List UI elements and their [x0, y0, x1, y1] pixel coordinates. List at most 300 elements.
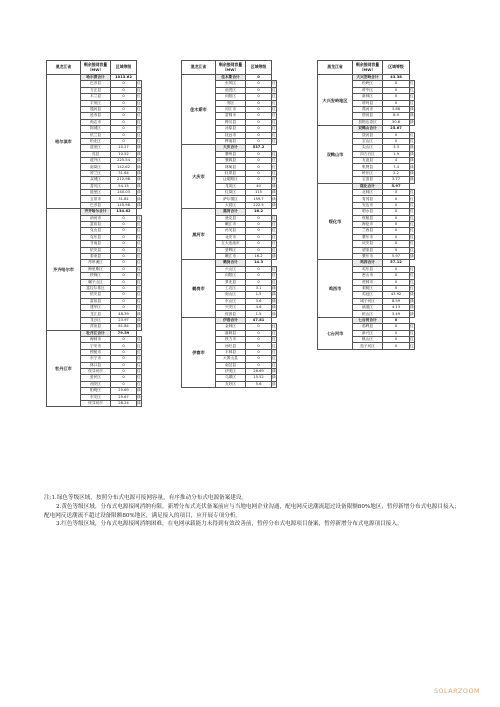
district-cell: 桦南县: [216, 138, 246, 144]
district-cell: 富裕县: [81, 221, 111, 227]
capacity-cell: 0: [383, 266, 410, 272]
city-name: 牡丹江市: [47, 330, 81, 407]
subtotal-label: 齐齐哈尔合计: [81, 209, 111, 215]
capacity-cell: 0: [246, 221, 272, 227]
capacity-cell: 31.81: [111, 196, 137, 202]
level-cell: 红: [410, 234, 414, 239]
level-cell: 绿: [410, 298, 414, 303]
capacity-cell: 0: [383, 337, 410, 343]
level-cell: 红: [137, 266, 141, 271]
capacity-cell: 0: [111, 221, 137, 227]
capacity-cell: 8.9: [383, 113, 410, 119]
district-cell: 绥芬河市: [81, 368, 111, 374]
district-cell: 木兰县: [81, 94, 111, 100]
level-cell: 绿: [410, 311, 414, 316]
level-cell: 绿: [410, 145, 414, 150]
level-cell: 红: [410, 222, 414, 227]
district-cell: 滴道区: [353, 305, 383, 311]
capacity-cell: 0: [383, 273, 410, 279]
capacity-cell: 0: [111, 266, 137, 272]
level-cell: 红: [137, 254, 141, 259]
capacity-cell: 3.49: [383, 311, 410, 317]
capacity-cell: 10.27: [111, 145, 137, 151]
capacity-cell: 0: [383, 247, 410, 253]
district-cell: 嫩江市: [216, 221, 246, 227]
capacity-cell: 212.98: [111, 177, 137, 183]
capacity-cell: 0: [383, 132, 410, 138]
capacity-cell: 4: [383, 158, 410, 164]
capacity-cell: 0: [246, 132, 272, 138]
level-cell: 绿: [272, 202, 276, 207]
district-cell: 工农区: [216, 285, 246, 291]
header-capacity: 剩余接网容量（MW）: [81, 61, 111, 75]
capacity-cell: 0: [111, 253, 137, 259]
level-cell: 红: [137, 94, 141, 99]
capacity-cell: 0: [246, 362, 272, 368]
district-cell: 海伦市: [353, 221, 383, 227]
capacity-cell: 1.9: [383, 151, 410, 157]
subtotal-value: 134.62: [111, 209, 137, 215]
level-cell: 红: [272, 241, 276, 246]
capacity-cell: 5.97: [383, 253, 410, 259]
level-cell: 红: [272, 343, 276, 348]
district-cell: 汤原县: [216, 126, 246, 132]
district-cell: 东安区: [81, 394, 111, 400]
district-cell: 呼玛县: [353, 100, 383, 106]
capacity-cell: 0: [111, 279, 137, 285]
district-cell: 桃山区: [353, 337, 383, 343]
level-cell: 红: [410, 273, 414, 278]
district-cell: 孙吴县: [216, 228, 246, 234]
capacity-cell: 28.24: [111, 400, 137, 406]
capacity-cell: 25.69: [111, 388, 137, 394]
capacity-cell: 40: [246, 183, 272, 189]
level-cell: 绿: [137, 324, 141, 329]
district-cell: 道里区: [81, 190, 111, 196]
level-cell: 红: [272, 266, 276, 271]
district-cell: 梨树区: [353, 285, 383, 291]
capacity-cell: 0: [111, 100, 137, 106]
subtotal-label: 鸡西合计: [353, 260, 383, 266]
level-cell: 绿: [410, 107, 414, 112]
district-cell: 依兰县: [81, 132, 111, 138]
district-cell: 建华区: [81, 305, 111, 311]
district-cell: 鸡东县: [353, 266, 383, 272]
district-cell: 加格达奇区: [353, 119, 383, 125]
level-cell: 红: [272, 279, 276, 284]
capacity-cell: 0: [246, 138, 272, 144]
district-cell: 甘南县: [81, 241, 111, 247]
district-cell: 庆安县: [353, 241, 383, 247]
district-cell: 宝清县: [353, 177, 383, 183]
level-cell: 红: [272, 139, 276, 143]
note-1: 注:1.绿色等级区域，按照分布式电源可接网容量，有序推动分布式电源备案建设。: [44, 495, 248, 501]
district-cell: 南山区: [216, 292, 246, 298]
level-cell: 红: [137, 107, 141, 112]
district-cell: 乌翠区: [216, 375, 246, 381]
level-cell: 绿: [272, 196, 276, 201]
capacity-cell: 48.39: [111, 311, 137, 317]
capacity-cell: 31.64: [111, 170, 137, 176]
district-cell: 南岔县: [216, 362, 246, 368]
note-2: 2.黄色等级区域，分布式电源接网消纳有限，新增分布式光伏备案前应与当地电网企业沟通，配电网反送潮流超过设备限额80%地区，暂停新增分布式电源目接入；配电网反送潮流不超过设备限额80%地区，满足接入的项目，应开展专项分析。: [44, 503, 460, 519]
subtotal-value: 16.2: [246, 209, 272, 215]
level-cell: 绿: [272, 292, 276, 297]
capacity-cell: 0: [111, 356, 137, 362]
district-cell: 五常市: [81, 196, 111, 202]
subtotal-label: 哈尔滨合计: [81, 75, 111, 81]
table-column-2: [181, 60, 277, 388]
level-cell: 绿: [410, 164, 414, 169]
capacity-cell: 0: [383, 234, 410, 240]
level-cell: 红: [272, 126, 276, 131]
level-cell: 绿: [137, 401, 141, 406]
district-cell: 四方台区: [353, 151, 383, 157]
level-cell: 红: [137, 343, 141, 348]
watermark-logo: SOLARZOOM: [433, 687, 480, 695]
level-cell: 红: [410, 202, 414, 207]
level-cell: 红: [410, 87, 414, 92]
level-cell: 红: [137, 113, 141, 118]
district-cell: 伊美区: [216, 368, 246, 374]
level-cell: 红: [410, 139, 414, 143]
level-cell: 红: [410, 285, 414, 290]
capacity-cell: 3.77: [383, 177, 410, 183]
level-cell: 绿: [410, 254, 414, 259]
capacity-cell: 0: [246, 247, 272, 253]
capacity-cell: 0: [383, 221, 410, 227]
capacity-cell: 8.59: [383, 298, 410, 304]
city-name: 鹤岗市: [182, 260, 216, 318]
capacity-cell: 0: [383, 343, 410, 349]
level-cell: 绿: [137, 190, 141, 195]
capacity-cell: 145.98: [111, 202, 137, 208]
level-cell: 红: [137, 81, 141, 86]
level-cell: 绿: [137, 177, 141, 182]
level-cell: 红: [137, 132, 141, 137]
capacity-cell: 0: [111, 106, 137, 112]
district-cell: 梅里斯区: [81, 266, 111, 272]
subtotal-row: [318, 75, 415, 81]
level-cell: 红: [137, 241, 141, 246]
district-cell: 郊区: [216, 100, 246, 106]
capacity-cell: 0: [111, 94, 137, 100]
district-cell: 萨尔图区: [216, 196, 246, 202]
level-cell: 红: [410, 81, 414, 86]
level-cell: 红: [137, 349, 141, 354]
district-cell: 汤旺县: [216, 343, 246, 349]
capacity-cell: 0: [111, 285, 137, 291]
capacity-cell: 0: [246, 164, 272, 170]
level-cell: 红: [410, 241, 414, 246]
level-cell: 绿: [272, 190, 276, 195]
level-cell: 红: [137, 356, 141, 361]
district-cell: 逊克县: [216, 215, 246, 221]
city-name: 哈尔滨市: [47, 75, 81, 209]
district-cell: 新林区: [353, 94, 383, 100]
capacity-cell: 0: [246, 241, 272, 247]
district-cell: 龙沙区: [81, 317, 111, 323]
district-cell: 尖山区: [353, 145, 383, 151]
district-cell: 让胡路区: [216, 177, 246, 183]
capacity-cell: 54.15: [111, 183, 137, 189]
district-cell: 大箐山县: [216, 356, 246, 362]
city-name: 佳木斯市: [182, 75, 216, 145]
level-cell: 红: [272, 170, 276, 175]
district-cell: 明水县: [353, 209, 383, 215]
level-cell: 绿: [410, 119, 414, 124]
capacity-cell: 0: [246, 273, 272, 279]
level-cell: 绿: [272, 369, 276, 374]
subtotal-value: 47.81: [246, 317, 272, 323]
capacity-cell: 0: [246, 177, 272, 183]
level-cell: 红: [137, 305, 141, 310]
district-cell: 道外区: [81, 158, 111, 164]
capacity-cell: 0: [246, 100, 272, 106]
level-cell: 红: [137, 369, 141, 374]
level-cell: 绿: [272, 285, 276, 290]
level-cell: 红: [272, 215, 276, 220]
footnotes: [44, 494, 464, 529]
capacity-cell: 0: [383, 190, 410, 196]
capacity-cell: 4.13: [383, 305, 410, 311]
level-cell: 红: [410, 215, 414, 220]
level-cell: 红: [137, 285, 141, 290]
city-name: 大庆市: [182, 145, 216, 209]
level-cell: 红: [410, 330, 414, 335]
subtotal-label: 佳木斯合计: [216, 75, 246, 81]
capacity-cell: 0: [246, 215, 272, 221]
district-cell: 巴彦县: [81, 81, 111, 87]
level-cell: 红: [137, 362, 141, 367]
city-name: 七台河市: [318, 317, 353, 349]
city-name: 大兴安岭地区: [318, 75, 353, 126]
level-cell: 红: [272, 330, 276, 335]
level-cell: 红: [137, 279, 141, 284]
district-cell: 海林市: [81, 337, 111, 343]
capacity-cell: 0: [246, 106, 272, 112]
capacity-cell: 0: [246, 234, 272, 240]
subtotal-value: 25.67: [383, 126, 410, 132]
district-cell: 龙江县: [81, 311, 111, 317]
district-cell: 依安县: [81, 292, 111, 298]
district-cell: 阿城区: [81, 126, 111, 132]
subtotal-row: [182, 260, 277, 266]
district-cell: 桦川县: [216, 119, 246, 125]
capacity-cell: 30.6: [383, 119, 410, 125]
level-cell: 红: [137, 215, 141, 220]
city-name: 齐齐哈尔市: [47, 209, 81, 330]
level-cell: 红: [272, 100, 276, 105]
capacity-cell: 0: [111, 132, 137, 138]
district-cell: 向阳区: [216, 273, 246, 279]
capacity-cell: 0: [246, 119, 272, 125]
capacity-cell: 0: [111, 292, 137, 298]
note-3: 3.红色等级区域，分布式电源接网消纳困难，在电网承载能力未得到有效改善前，暂停分布式电源项目备案，暂停新增分布式电源项目接入。: [56, 521, 403, 528]
capacity-cell: 0: [383, 279, 410, 285]
district-cell: 南岗区: [81, 164, 111, 170]
subtotal-label: 鹤岗合计: [216, 260, 246, 266]
level-cell: 红: [272, 87, 276, 92]
level-cell: 红: [272, 222, 276, 227]
capacity-cell: 0: [246, 126, 272, 132]
capacity-cell: 10.52: [111, 151, 137, 157]
table-column-1: [46, 60, 142, 407]
capacity-cell: 0: [111, 234, 137, 240]
level-cell: 绿: [137, 151, 141, 156]
header-city: 黑龙江省: [182, 61, 216, 75]
level-cell: 绿: [137, 394, 141, 399]
capacity-cell: 0: [111, 343, 137, 349]
district-cell: 西安区: [81, 381, 111, 387]
subtotal-value: 5.97: [383, 183, 410, 189]
capacity-cell: 1.5: [246, 292, 272, 298]
level-cell: 红: [137, 247, 141, 252]
capacity-cell: 0: [246, 87, 272, 93]
subtotal-row: [318, 260, 415, 266]
capacity-cell: 0: [246, 349, 272, 355]
district-cell: 拜泉县: [81, 324, 111, 330]
district-cell: 克山县: [81, 228, 111, 234]
district-cell: 金林区: [216, 324, 246, 330]
level-cell: 红: [272, 247, 276, 252]
capacity-cell: 0: [111, 138, 137, 144]
capacity-cell: 0: [111, 260, 137, 266]
level-cell: 绿: [137, 311, 141, 316]
city-name: 黑河市: [182, 209, 216, 260]
capacity-cell: 0: [383, 81, 410, 87]
district-cell: 泰来县: [81, 253, 111, 259]
district-cell: 恒山区: [353, 311, 383, 317]
district-cell: 穆棱市: [81, 349, 111, 355]
district-cell: 前进区: [216, 87, 246, 93]
district-cell: 兴山区: [216, 266, 246, 272]
header-row: [318, 61, 415, 75]
capacity-cell: 0: [111, 119, 137, 125]
capacity-table: [181, 60, 277, 388]
subtotal-value: 0: [246, 75, 272, 81]
header-city: 黑龙江省: [318, 61, 353, 75]
capacity-cell: 0: [246, 330, 272, 336]
level-cell: 绿: [137, 196, 141, 201]
district-cell: 平房区: [81, 100, 111, 106]
city-name: 鸡西市: [318, 260, 353, 318]
header-level: 区域等级: [246, 61, 272, 75]
capacity-cell: 0: [246, 337, 272, 343]
district-cell: 向阳区: [216, 94, 246, 100]
capacity-cell: 0: [111, 337, 137, 343]
district-cell: 林甸县: [216, 164, 246, 170]
level-cell: 红: [137, 126, 141, 131]
district-cell: 宝山区: [353, 138, 383, 144]
capacity-cell: 0: [111, 228, 137, 234]
district-cell: 延寿县: [81, 113, 111, 119]
district-cell: 绥棱县: [353, 215, 383, 221]
capacity-cell: 0: [246, 94, 272, 100]
subtotal-value: 57.12: [383, 260, 410, 266]
level-cell: 红: [272, 273, 276, 278]
capacity-cell: 0: [383, 87, 410, 93]
district-cell: 嫩江市: [216, 253, 246, 259]
header-row: [182, 61, 277, 75]
district-cell: 讷河市: [81, 215, 111, 221]
district-cell: 克东县: [81, 234, 111, 240]
level-cell: 红: [272, 234, 276, 239]
subtotal-label: 七台河合计: [353, 317, 383, 323]
capacity-cell: 0: [383, 196, 410, 202]
subtotal-value: 1013.62: [111, 75, 137, 81]
district-cell: 城子河区: [353, 298, 383, 304]
capacity-cell: 0: [111, 81, 137, 87]
capacity-cell: 1.5: [246, 311, 272, 317]
district-cell: 双城区: [81, 177, 111, 183]
level-cell: 红: [272, 362, 276, 367]
district-cell: 富拉尔基区: [81, 285, 111, 291]
subtotal-label: 牡丹江合计: [81, 330, 111, 336]
district-cell: 依安县: [81, 247, 111, 253]
capacity-cell: 3.1: [246, 285, 272, 291]
level-cell: 红: [137, 234, 141, 239]
capacity-cell: 16.2: [246, 253, 272, 259]
capacity-cell: 0: [246, 343, 272, 349]
level-cell: 红: [272, 324, 276, 329]
level-cell: 绿: [410, 305, 414, 310]
capacity-cell: 0: [111, 381, 137, 387]
subtotal-label: 伊春合计: [216, 317, 246, 323]
district-cell: 兰西县: [353, 228, 383, 234]
capacity-cell: 0: [111, 273, 137, 279]
level-cell: 红: [137, 139, 141, 143]
capacity-cell: 0: [246, 266, 272, 272]
capacity-cell: 0: [246, 228, 272, 234]
district-cell: 岭东区: [353, 170, 383, 176]
capacity-cell: 26.69: [246, 368, 272, 374]
district-cell: 绥滨县: [216, 311, 246, 317]
level-cell: 红: [137, 119, 141, 124]
capacity-cell: 5.6: [246, 381, 272, 387]
capacity-cell: 0: [111, 362, 137, 368]
level-cell: 绿: [272, 375, 276, 380]
district-cell: 杜蒙县: [216, 170, 246, 176]
district-cell: 青冈县: [353, 196, 383, 202]
capacity-cell: 23.97: [111, 317, 137, 323]
level-cell: 红: [137, 381, 141, 386]
header-row: [47, 61, 142, 75]
subtotal-value: 0: [383, 317, 410, 323]
capacity-cell: 0: [246, 324, 272, 330]
capacity-cell: 0: [246, 279, 272, 285]
capacity-cell: 142.62: [111, 164, 137, 170]
level-cell: 绿: [410, 292, 414, 297]
level-cell: 绿: [272, 254, 276, 259]
level-cell: 红: [272, 81, 276, 86]
capacity-cell: 0: [383, 215, 410, 221]
capacity-cell: 3.3: [383, 145, 410, 151]
capacity-cell: 0: [111, 215, 137, 221]
level-cell: 红: [272, 113, 276, 118]
level-cell: 绿: [410, 177, 414, 182]
district-cell: 大同区: [216, 202, 246, 208]
district-cell: 望奎县: [353, 247, 383, 253]
district-cell: 富裕县: [81, 298, 111, 304]
level-cell: 红: [137, 292, 141, 297]
subtotal-label: 绥化合计: [353, 183, 383, 189]
level-cell: 绿: [137, 183, 141, 188]
district-cell: 宾县: [81, 151, 111, 157]
district-cell: 密山市: [353, 273, 383, 279]
district-cell: 五大连池市: [216, 241, 246, 247]
district-cell: 松岭区: [353, 81, 383, 87]
